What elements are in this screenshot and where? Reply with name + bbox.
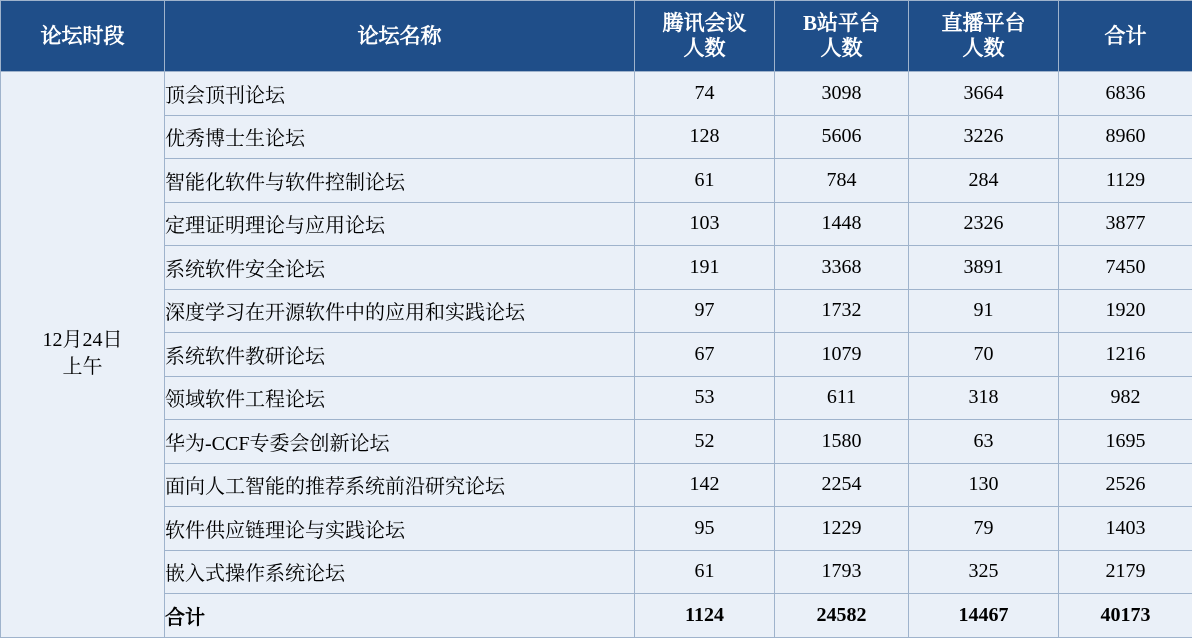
- tencent-count: 191: [635, 246, 775, 290]
- tencent-count: 97: [635, 289, 775, 333]
- live-count: 284: [909, 159, 1059, 203]
- bilibili-count: 5606: [775, 115, 909, 159]
- header-live-platform-count: 直播平台 人数: [909, 1, 1059, 72]
- bilibili-count: 1079: [775, 333, 909, 377]
- bilibili-count: 3098: [775, 72, 909, 116]
- tencent-count: 52: [635, 420, 775, 464]
- header-session: 论坛时段: [1, 1, 165, 72]
- bilibili-count: 1793: [775, 550, 909, 594]
- row-total: 1129: [1059, 159, 1192, 203]
- bilibili-count: 611: [775, 376, 909, 420]
- summary-label: 合计: [165, 594, 635, 638]
- row-total: 982: [1059, 376, 1192, 420]
- forum-name: 顶会顶刊论坛: [165, 72, 635, 116]
- summary-total: 40173: [1059, 594, 1192, 638]
- forum-name: 华为-CCF专委会创新论坛: [165, 420, 635, 464]
- live-count: 79: [909, 507, 1059, 551]
- header-forum-name: 论坛名称: [165, 1, 635, 72]
- tencent-count: 74: [635, 72, 775, 116]
- tencent-count: 53: [635, 376, 775, 420]
- summary-row: [1, 594, 1192, 638]
- row-total: 8960: [1059, 115, 1192, 159]
- table-row: [1, 159, 1192, 203]
- session-cell: 12月24日 上午: [1, 72, 165, 638]
- forum-name: 软件供应链理论与实践论坛: [165, 507, 635, 551]
- live-count: 3891: [909, 246, 1059, 290]
- row-total: 1695: [1059, 420, 1192, 464]
- header-bilibili-count: B站平台 人数: [775, 1, 909, 72]
- table-row: [1, 289, 1192, 333]
- table-row: [1, 550, 1192, 594]
- tencent-count: 103: [635, 202, 775, 246]
- live-count: 325: [909, 550, 1059, 594]
- live-count: 70: [909, 333, 1059, 377]
- tencent-count: 95: [635, 507, 775, 551]
- live-count: 3664: [909, 72, 1059, 116]
- table-row: [1, 246, 1192, 290]
- table-row: [1, 376, 1192, 420]
- table-row: [1, 72, 1192, 116]
- bilibili-count: 2254: [775, 463, 909, 507]
- forum-name: 嵌入式操作系统论坛: [165, 550, 635, 594]
- table-row: [1, 507, 1192, 551]
- forum-name: 系统软件安全论坛: [165, 246, 635, 290]
- forum-name: 领域软件工程论坛: [165, 376, 635, 420]
- table-row: [1, 333, 1192, 377]
- forum-name: 系统软件教研论坛: [165, 333, 635, 377]
- table-body: [1, 72, 1192, 638]
- summary-live-count: 14467: [909, 594, 1059, 638]
- row-total: 1920: [1059, 289, 1192, 333]
- table-row: [1, 115, 1192, 159]
- bilibili-count: 784: [775, 159, 909, 203]
- header-total: 合计: [1059, 1, 1192, 72]
- summary-bilibili-count: 24582: [775, 594, 909, 638]
- tencent-count: 128: [635, 115, 775, 159]
- bilibili-count: 3368: [775, 246, 909, 290]
- header-row: [1, 1, 1192, 72]
- row-total: 2179: [1059, 550, 1192, 594]
- tencent-count: 61: [635, 550, 775, 594]
- bilibili-count: 1229: [775, 507, 909, 551]
- row-total: 1216: [1059, 333, 1192, 377]
- table-row: [1, 463, 1192, 507]
- row-total: 1403: [1059, 507, 1192, 551]
- table-row: [1, 420, 1192, 464]
- forum-name: 定理证明理论与应用论坛: [165, 202, 635, 246]
- row-total: 2526: [1059, 463, 1192, 507]
- forum-name: 优秀博士生论坛: [165, 115, 635, 159]
- tencent-count: 61: [635, 159, 775, 203]
- forum-name: 智能化软件与软件控制论坛: [165, 159, 635, 203]
- summary-tencent-count: 1124: [635, 594, 775, 638]
- live-count: 3226: [909, 115, 1059, 159]
- row-total: 6836: [1059, 72, 1192, 116]
- live-count: 130: [909, 463, 1059, 507]
- live-count: 2326: [909, 202, 1059, 246]
- header-tencent-meeting-count: 腾讯会议 人数: [635, 1, 775, 72]
- row-total: 3877: [1059, 202, 1192, 246]
- bilibili-count: 1580: [775, 420, 909, 464]
- tencent-count: 67: [635, 333, 775, 377]
- tencent-count: 142: [635, 463, 775, 507]
- table-row: [1, 202, 1192, 246]
- live-count: 91: [909, 289, 1059, 333]
- table-header: [1, 1, 1192, 72]
- bilibili-count: 1448: [775, 202, 909, 246]
- live-count: 318: [909, 376, 1059, 420]
- forum-name: 面向人工智能的推荐系统前沿研究论坛: [165, 463, 635, 507]
- forum-name: 深度学习在开源软件中的应用和实践论坛: [165, 289, 635, 333]
- row-total: 7450: [1059, 246, 1192, 290]
- live-count: 63: [909, 420, 1059, 464]
- bilibili-count: 1732: [775, 289, 909, 333]
